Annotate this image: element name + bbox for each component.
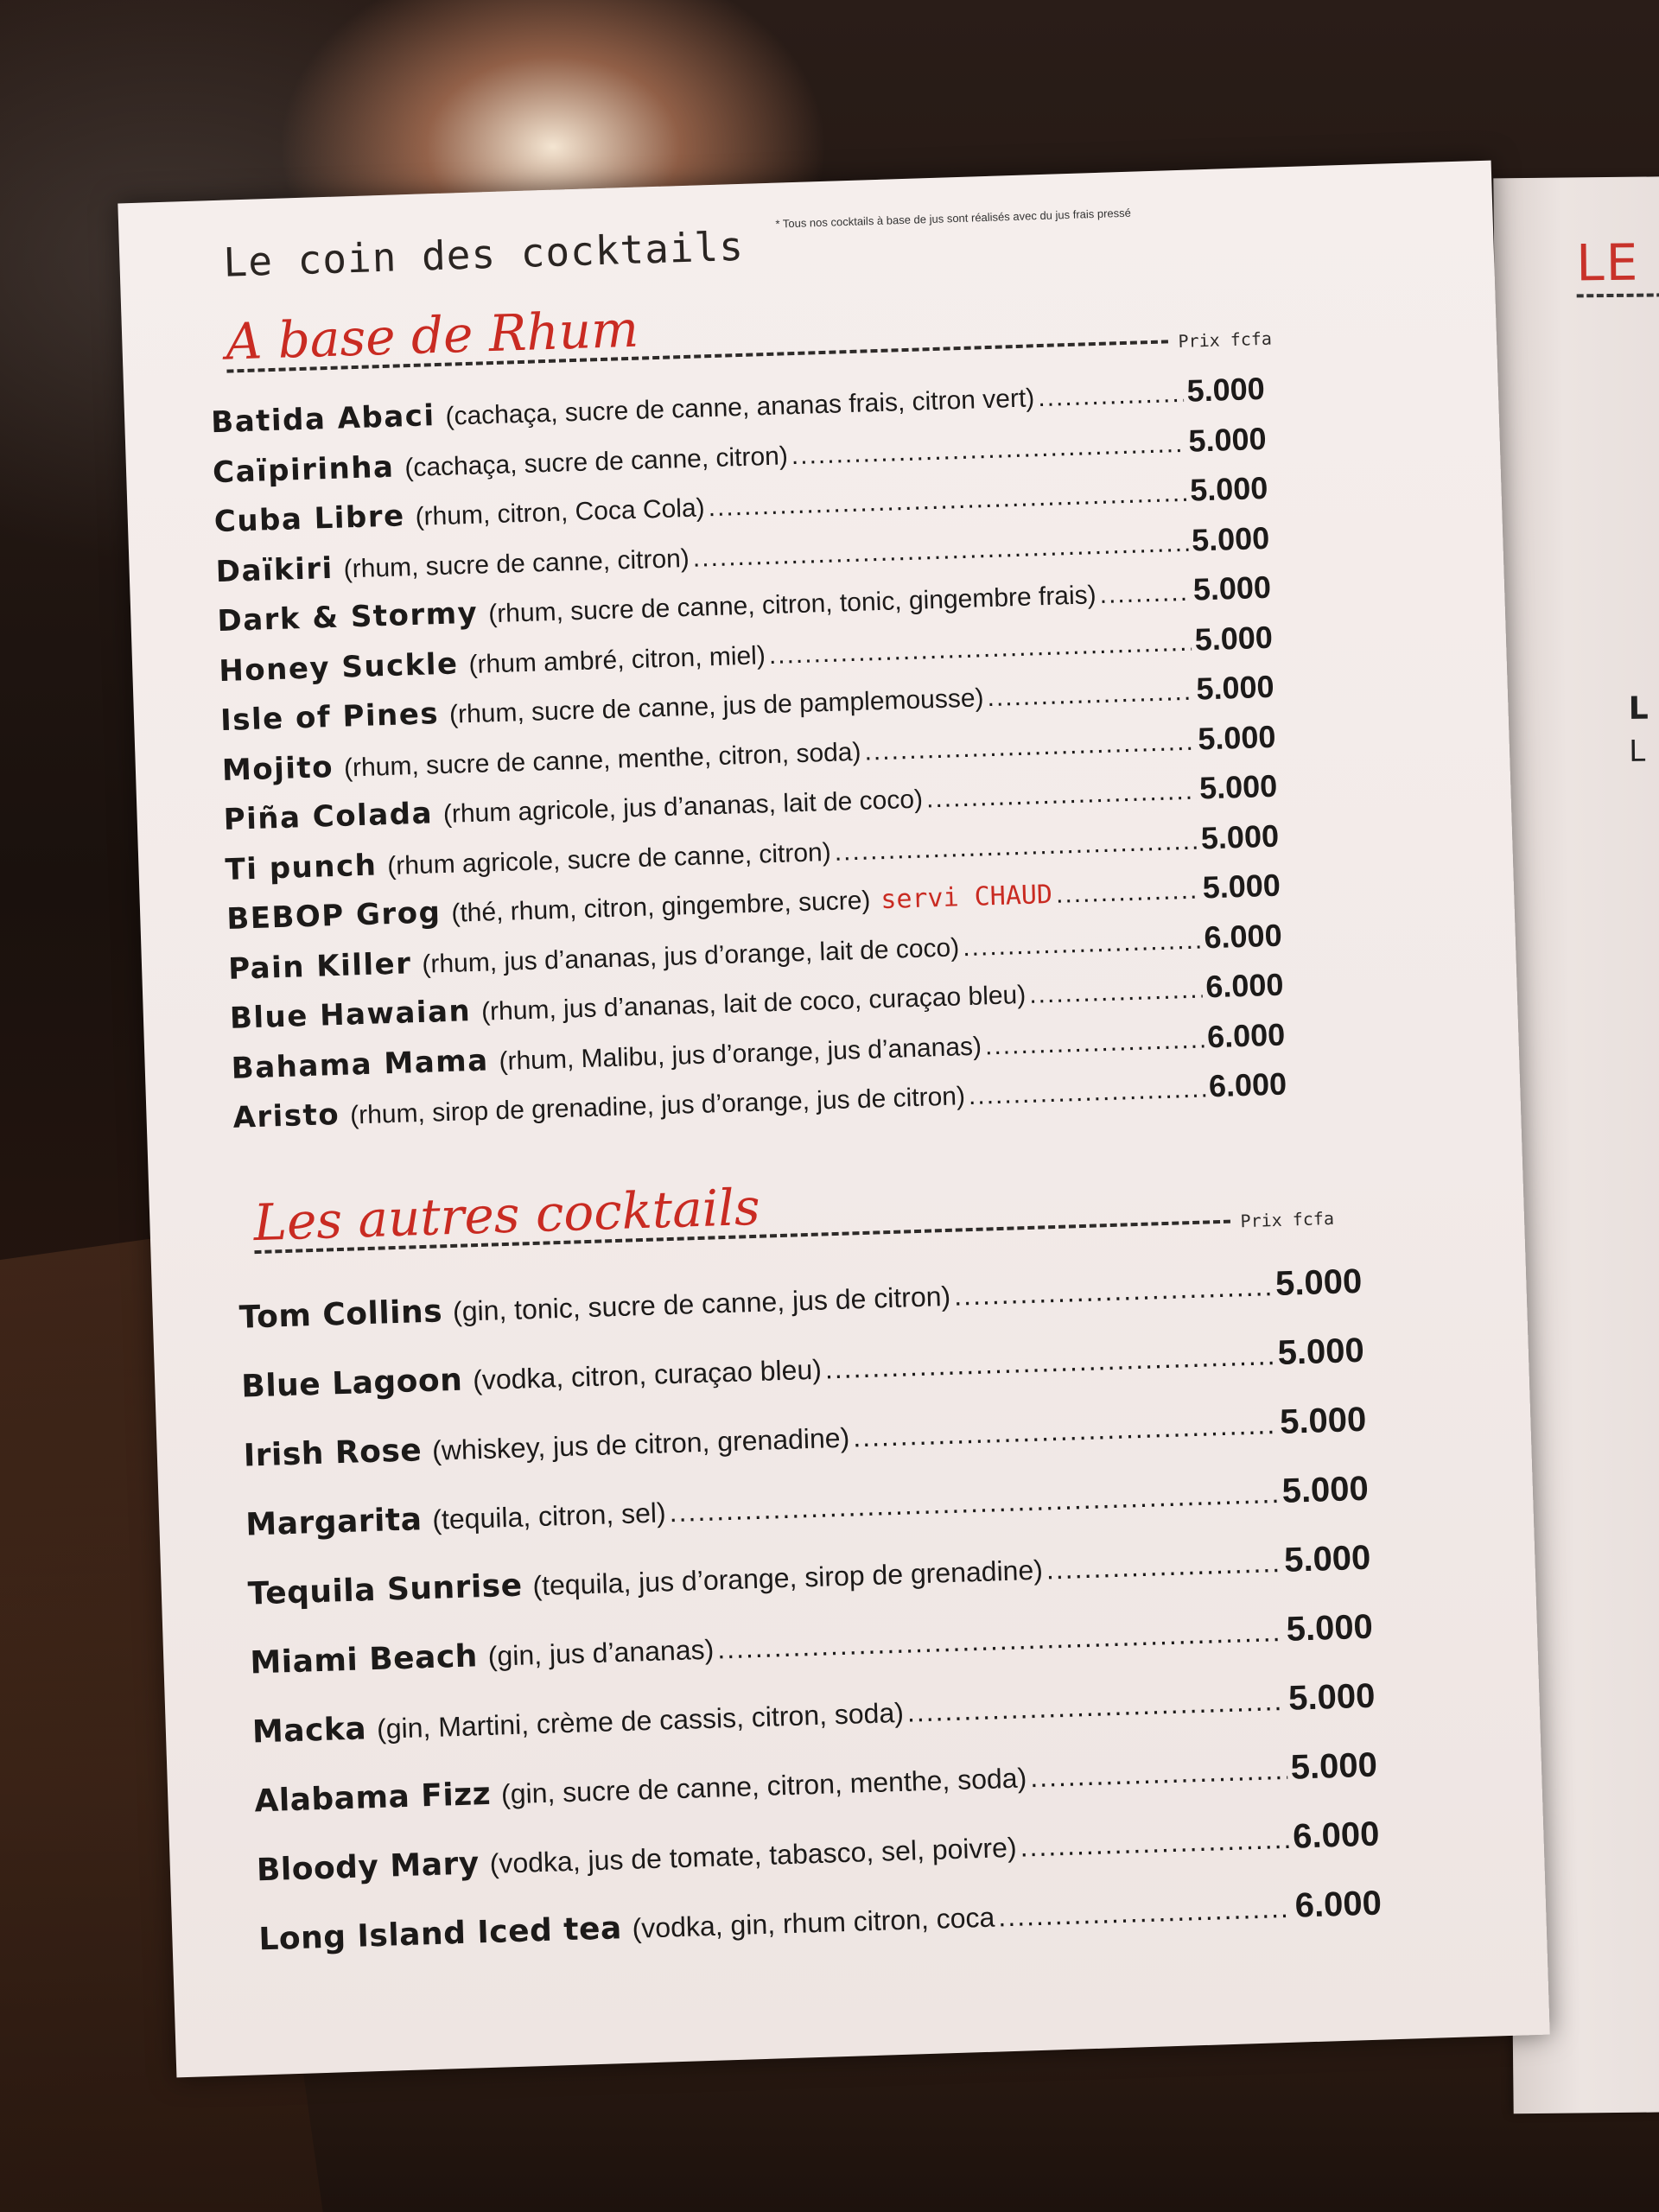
cocktail-name: Bahama Mama (231, 1043, 490, 1086)
cocktail-price: 5.000 (1279, 1400, 1367, 1441)
cocktail-price: 5.000 (1198, 767, 1278, 806)
other-cocktail-list (238, 1262, 1382, 1988)
cocktail-name: Blue Lagoon (240, 1362, 463, 1405)
section-header-rum (225, 280, 1272, 373)
dot-leader (1029, 976, 1203, 1010)
served-hot-note: servi CHAUD (880, 879, 1053, 916)
cocktail-name: Ti punch (224, 847, 378, 887)
cocktail-ingredients: (gin, sucre de canne, citron, menthe, soda) (500, 1762, 1027, 1810)
cocktail-price: 5.000 (1191, 519, 1270, 558)
cocktail-name: Pain Killer (227, 945, 413, 987)
cocktail-name: Tom Collins (238, 1294, 443, 1336)
cocktail-name: Tequila Sunrise (247, 1567, 524, 1612)
cocktail-name: Macka (251, 1711, 367, 1751)
cocktail-price: 5.000 (1194, 619, 1274, 658)
dot-leader (834, 826, 1198, 867)
cocktail-ingredients: (tequila, jus d’orange, sirop de grenadine) (531, 1554, 1044, 1602)
dot-leader (853, 1408, 1277, 1453)
cocktail-price: 5.000 (1192, 569, 1272, 607)
cocktail-price: 5.000 (1200, 817, 1280, 855)
cocktail-price: 5.000 (1202, 867, 1281, 906)
dot-leader (692, 528, 1189, 573)
menu-title: Le coin des cocktails (222, 222, 745, 286)
cocktail-ingredients: (gin, tonic, sucre de canne, jus de citron) (452, 1280, 951, 1327)
cocktail-price: 6.000 (1203, 917, 1283, 955)
dot-leader (925, 777, 1196, 815)
menu-page (118, 161, 1549, 2078)
cocktail-name: Irish Rose (243, 1433, 423, 1474)
dot-leader (906, 1685, 1286, 1729)
cocktail-ingredients: (rhum agricole, jus d’ananas, lait de coco) (442, 785, 924, 830)
cocktail-ingredients: (rhum, sucre de canne, jus de pamplemousse) (448, 683, 984, 729)
cocktail-price: 6.000 (1206, 1016, 1286, 1054)
dot-leader (1020, 1823, 1290, 1864)
cocktail-name: Long Island Iced tea (257, 1910, 623, 1958)
cocktail-name: Dark & Stormy (216, 595, 479, 639)
cocktail-name: BEBOP Grog (226, 895, 442, 937)
dot-leader (963, 925, 1202, 963)
cocktail-price: 6.000 (1205, 966, 1285, 1005)
section-title-other: Les autres cocktails (252, 1177, 761, 1253)
right-page-text-fragment: L (1629, 734, 1646, 769)
cocktail-name: Isle of Pines (219, 696, 440, 739)
cocktail-ingredients: (rhum, Malibu, jus d’orange, jus d’ananas) (499, 1032, 982, 1076)
dot-leader (954, 1270, 1273, 1313)
cocktail-ingredients: (whiskey, jus de citron, grenadine) (431, 1421, 850, 1466)
right-page-title-fragment: LE (1575, 232, 1640, 293)
right-page-divider (1577, 293, 1659, 298)
cocktail-name: Daïkiri (215, 550, 334, 589)
dot-leader (1030, 1754, 1288, 1794)
cocktail-price: 5.000 (1281, 1469, 1370, 1510)
cocktail-price: 5.000 (1189, 469, 1268, 508)
cocktail-ingredients: (rhum, citron, Coca Cola) (415, 493, 706, 531)
dot-leader (768, 627, 1192, 670)
cocktail-name: Honey Suckle (218, 645, 460, 689)
cocktail-ingredients: (gin, jus d’ananas) (487, 1633, 715, 1672)
cocktail-ingredients: (rhum, jus d’ananas, jus d’orange, lait de coco) (421, 932, 960, 979)
cocktail-ingredients: (rhum ambré, citron, miel) (468, 640, 766, 679)
dot-leader (824, 1339, 1274, 1385)
dot-leader (968, 1074, 1205, 1111)
cocktail-ingredients: (gin, Martini, crème de cassis, citron, soda) (376, 1696, 905, 1745)
dot-leader (864, 727, 1195, 766)
cocktail-ingredients: (rhum agricole, sucre de canne, citron) (386, 837, 832, 880)
dot-leader (708, 479, 1187, 523)
cocktail-name: Batida Abaci (210, 398, 436, 441)
cocktail-price: 6.000 (1208, 1065, 1287, 1104)
cocktail-price: 5.000 (1185, 370, 1266, 409)
cocktail-ingredients: (cachaça, sucre de canne, ananas frais, citron vert) (445, 384, 1035, 431)
cocktail-price: 5.000 (1187, 420, 1268, 459)
cocktail-ingredients: (rhum, sucre de canne, citron) (343, 543, 690, 583)
cocktail-price: 5.000 (1286, 1607, 1374, 1649)
fresh-juice-note: * Tous nos cocktails à base de jus sont réalisés avec du jus frais pressé (775, 206, 1132, 231)
section-header-other (252, 1160, 1334, 1254)
cocktail-price: 5.000 (1195, 668, 1275, 707)
cocktail-name: Caïpirinha (212, 449, 395, 490)
dot-leader (1099, 578, 1190, 610)
cocktail-name: Alabama Fizz (253, 1776, 492, 1820)
cocktail-name: Bloody Mary (256, 1846, 480, 1889)
cocktail-ingredients: (vodka, gin, rhum citron, coca (632, 1901, 995, 1944)
rum-cocktail-list (211, 371, 1287, 1148)
cocktail-ingredients: (thé, rhum, citron, gingembre, sucre) (450, 886, 871, 928)
cocktail-ingredients: (rhum, jus d’ananas, lait de coco, curaçao bleu) (480, 980, 1027, 1027)
cocktail-name: Blue Hawaian (229, 994, 472, 1036)
cocktail-price: 5.000 (1283, 1538, 1371, 1580)
cocktail-ingredients: (vodka, jus de tomate, tabasco, sel, poivre) (489, 1831, 1018, 1879)
cocktail-ingredients: (cachaça, sucre de canne, citron) (404, 441, 789, 482)
dot-leader (998, 1892, 1293, 1934)
cocktail-price: 5.000 (1287, 1676, 1376, 1718)
dot-leader (987, 677, 1193, 713)
cocktail-name: Mojito (221, 749, 334, 788)
cocktail-price: 5.000 (1290, 1745, 1378, 1787)
cocktail-name: Aristo (232, 1096, 340, 1135)
cocktail-price: 5.000 (1197, 718, 1276, 757)
cocktail-ingredients: (rhum, sucre de canne, citron, tonic, gingembre frais) (487, 581, 1097, 629)
cocktail-ingredients: (vodka, citron, curaçao bleu) (472, 1353, 823, 1396)
right-page-text-fragment: L (1628, 690, 1649, 727)
cocktail-price: 6.000 (1292, 1815, 1380, 1856)
cocktail-name: Margarita (245, 1502, 423, 1543)
cocktail-ingredients: (rhum, sucre de canne, menthe, citron, soda) (343, 737, 861, 783)
price-column-label: Prix fcfa (1178, 327, 1273, 353)
dot-leader (984, 1025, 1204, 1061)
cocktail-price: 5.000 (1276, 1331, 1365, 1372)
dot-leader (1055, 876, 1199, 910)
cocktail-price: 6.000 (1294, 1884, 1382, 1925)
cocktail-name: Miami Beach (249, 1638, 479, 1681)
cocktail-ingredients: (tequila, citron, sel) (431, 1497, 667, 1535)
price-column-label: Prix fcfa (1240, 1207, 1335, 1232)
section-title-rum: A base de Rhum (225, 299, 640, 372)
dot-leader (791, 429, 1185, 470)
cocktail-ingredients: (rhum, sirop de grenadine, jus d’orange, jus de citron) (349, 1082, 966, 1130)
cocktail-price: 5.000 (1274, 1262, 1363, 1304)
cocktail-name: Cuba Libre (213, 499, 406, 540)
dot-leader (1038, 379, 1185, 413)
dot-leader (1046, 1547, 1281, 1586)
cocktail-name: Piña Colada (223, 796, 434, 838)
